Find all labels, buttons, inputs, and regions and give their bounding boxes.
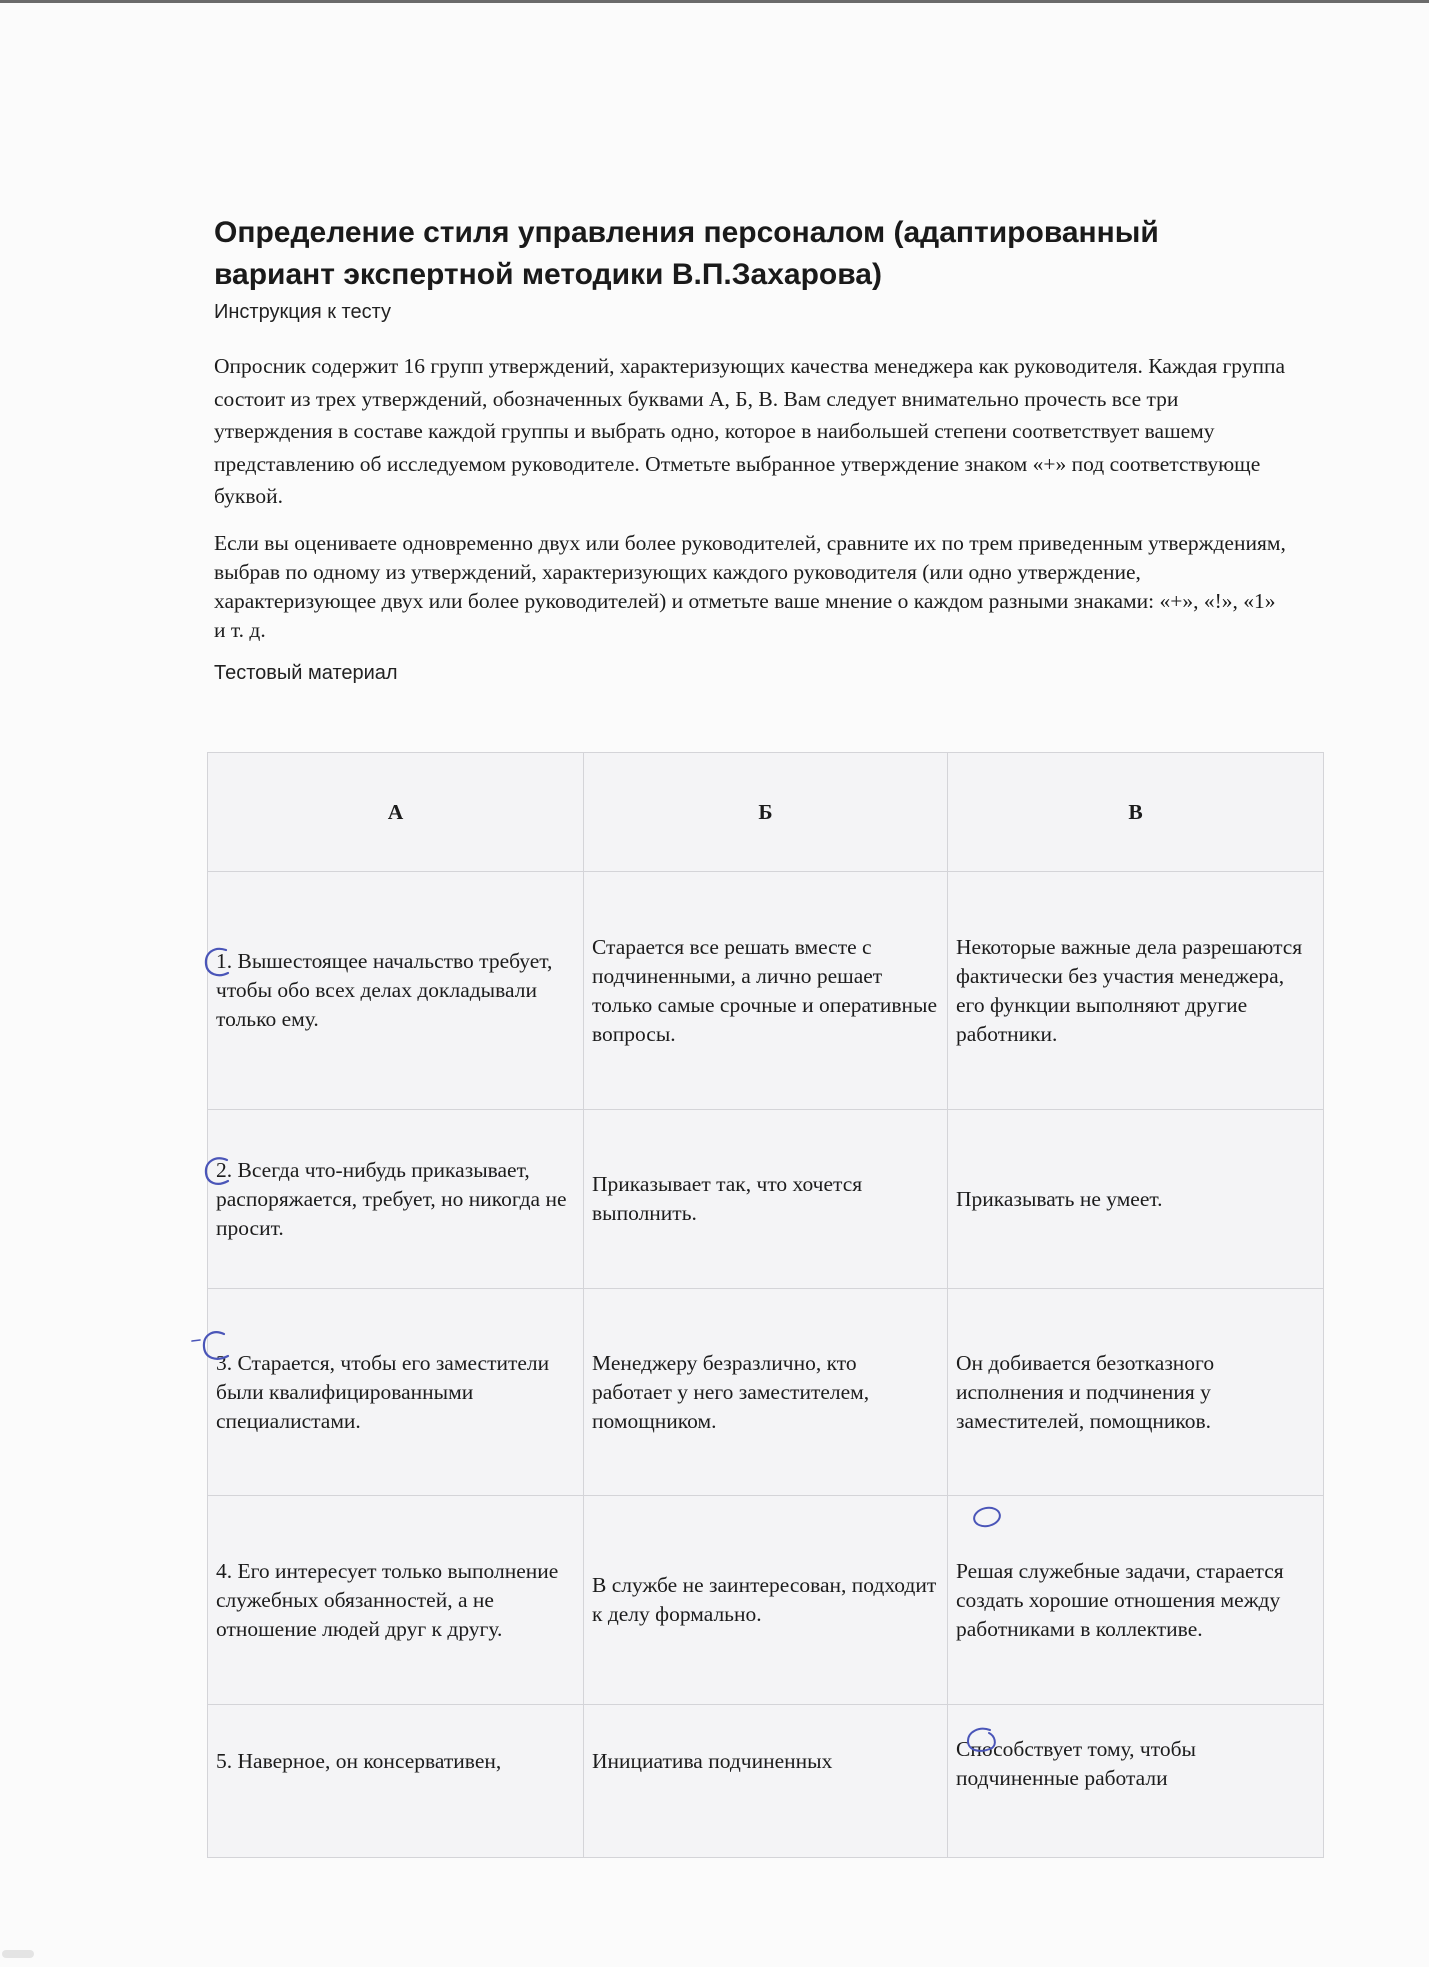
instruction-paragraph-2: Если вы оцениваете одновременно двух или более руководителей, сравните их по трем приведенным утверждениям, выбрав по одному из утверждений, характеризующих каждого руководителя (или одно утверждение, характеризующее двух или более руководителей) и отметьте ваше мнение о каждом разными знаками: «+», «!», «1» и т. д. (214, 530, 1286, 642)
cell-row-5-a: 5. Наверное, он консервативен, (208, 1705, 584, 1858)
cell-row-3-b: Менеджеру безразлично, кто работает у него заместителем, помощником. (584, 1289, 948, 1496)
cell-row-5-c: Способствует тому, чтобы подчиненные работали (948, 1705, 1324, 1858)
cell-row-4-c: Решая служебные задачи, старается создать хорошие отношения между работниками в коллективе. (948, 1496, 1324, 1705)
cell-row-4-a: 4. Его интересует только выполнение служебных обязанностей, а не отношение людей друг к другу. (208, 1496, 584, 1705)
table-row (208, 1289, 1324, 1496)
document-body (214, 212, 1324, 687)
cell-row-3-c: Он добивается безотказного исполнения и подчинения у заместителей, помощников. (948, 1289, 1324, 1496)
table-row (208, 1110, 1324, 1289)
scan-artifact (2, 1950, 34, 1958)
scan-edge (0, 0, 1429, 3)
test-table (207, 752, 1324, 1858)
title-line-2: вариант экспертной методики В.П.Захарова) (214, 258, 882, 291)
test-material-heading: Тестовый материал (214, 661, 398, 684)
cell-row-4-b: В службе не заинтересован, подходит к делу формально. (584, 1496, 948, 1705)
header-b: Б (584, 753, 948, 872)
cell-row-1-a: 1. Вышестоящее начальство требует, чтобы обо всех делах докладывали только ему. (208, 872, 584, 1110)
cell-row-2-a: 2. Всегда что-нибудь приказывает, распоряжается, требует, но никогда не просит. (208, 1110, 584, 1289)
cell-row-1-b: Старается все решать вместе с подчиненными, а лично решает только самые срочные и оперативные вопросы. (584, 872, 948, 1110)
cell-row-1-c: Некоторые важные дела разрешаются фактически без участия менеджера, его функции выполняют другие работники. (948, 872, 1324, 1110)
header-a: А (208, 753, 584, 872)
cell-row-5-b: Инициатива подчиненных (584, 1705, 948, 1858)
document-title (214, 212, 1324, 296)
title-line-1: Определение стиля управления персоналом (адаптированный (214, 216, 1159, 249)
table-row (208, 1705, 1324, 1858)
header-c: В (948, 753, 1324, 872)
table-row (208, 1496, 1324, 1705)
instruction-heading: Инструкция к тесту (214, 301, 391, 323)
cell-row-3-a: 3. Старается, чтобы его заместители были квалифицированными специалистами. (208, 1289, 584, 1496)
instruction-paragraph-1: Опросник содержит 16 групп утверждений, характеризующих качества менеджера как руководителя. Каждая группа состоит из трех утверждений, обозначенных буквами А, Б, В. Вам следует внимательно прочесть все три утверждения в составе каждой группы и выбрать одно, которое в наибольшей степени соответствует вашему представлению об исследуемом руководителе. Отметьте выбранное утверждение знаком «+» под соответствующе буквой. (214, 354, 1286, 508)
table-header-row (208, 753, 1324, 872)
cell-row-2-c: Приказывать не умеет. (948, 1110, 1324, 1289)
cell-row-2-b: Приказывает так, что хочется выполнить. (584, 1110, 948, 1289)
table-row (208, 872, 1324, 1110)
